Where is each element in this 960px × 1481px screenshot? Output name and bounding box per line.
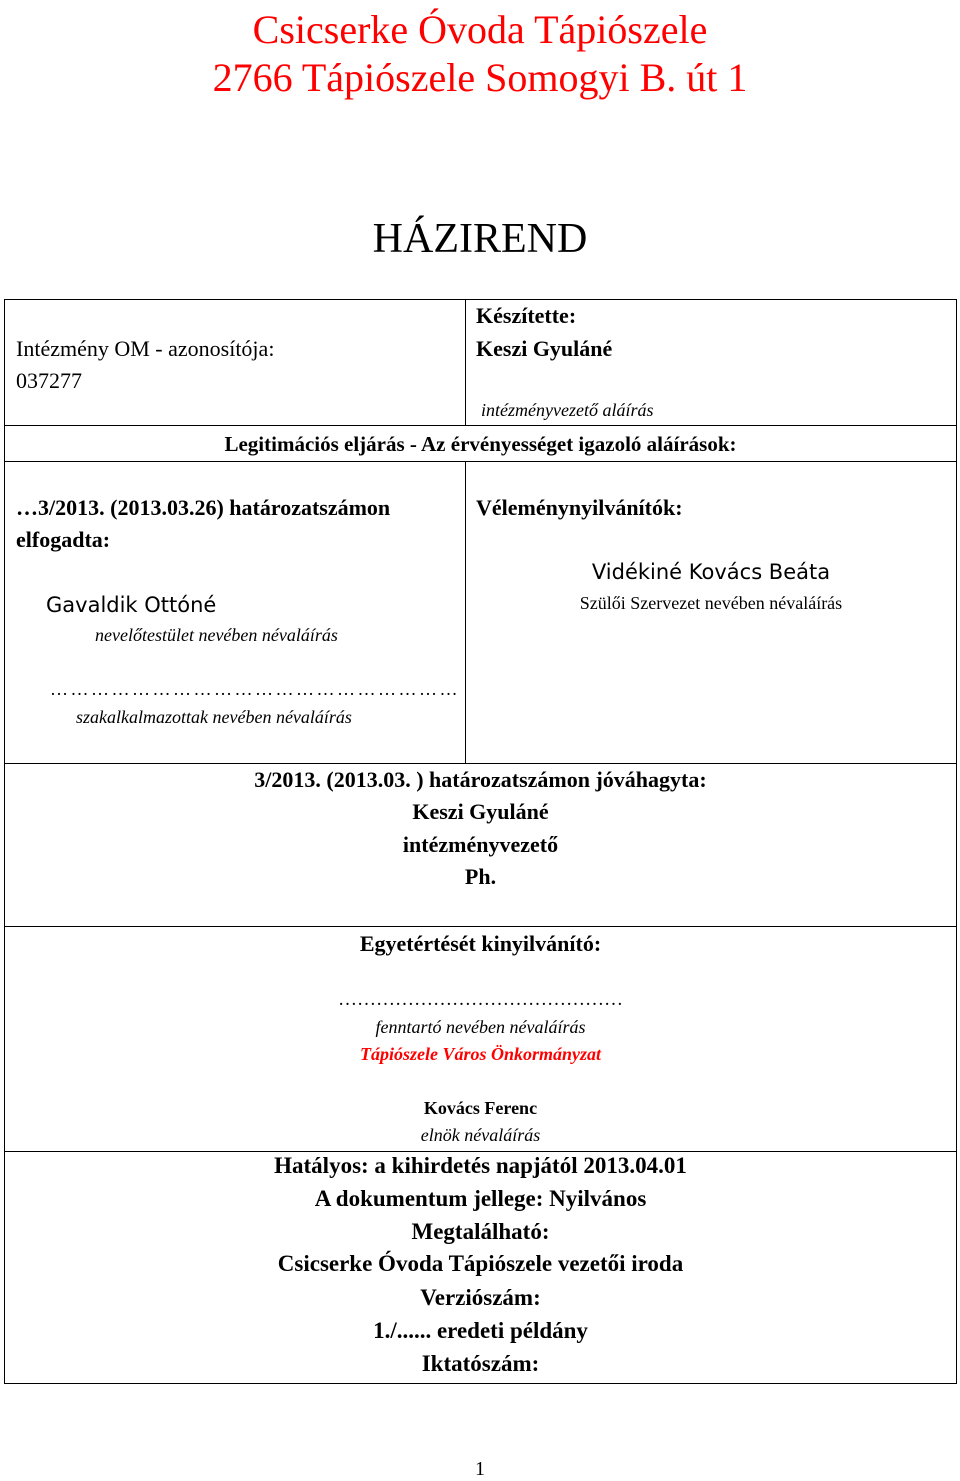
approver-name: Keszi Gyuláné xyxy=(412,799,549,824)
location-label: Megtalálható: xyxy=(411,1219,550,1244)
filing-number-label: Iktatószám: xyxy=(421,1351,540,1376)
document-nature: A dokumentum jellege: Nyilvános xyxy=(314,1186,647,1211)
approver-role: intézményvezető xyxy=(402,832,559,857)
table-border-top xyxy=(4,299,957,300)
consent-label: Egyetértését kinyilvánító: xyxy=(359,931,602,956)
mayor-name: Kovács Ferenc xyxy=(423,1098,538,1118)
legitimation-heading: Legitimációs eljárás - Az érvényességet igazoló aláírások: xyxy=(224,432,737,456)
table-border-bottom xyxy=(4,1383,957,1384)
stamp-label: Ph. xyxy=(464,864,497,889)
column-divider-top xyxy=(465,299,466,426)
specialists-signature-label: szakalkalmazottak nevében névaláírás xyxy=(76,707,352,727)
staff-signer-name: Gavaldik Ottóné xyxy=(46,593,217,617)
staff-signature-label: nevelőtestület nevében névaláírás xyxy=(95,625,338,645)
prepared-by-name: Keszi Gyuláné xyxy=(476,336,613,361)
om-number: 037277 xyxy=(16,368,82,393)
row-divider-3 xyxy=(4,763,957,764)
page-number: 1 xyxy=(475,1458,485,1480)
mayor-signature-label: elnök névaláírás xyxy=(420,1125,541,1145)
maintainer-signature-dots: ……………………………………… xyxy=(338,989,623,1010)
location-value: Csicserke Óvoda Tápiószele vezetői iroda xyxy=(277,1251,684,1276)
specialists-signature-dots: … … … … … … … … … … … … … … … … … … … … xyxy=(50,679,457,699)
school-address: 2766 Tápiószele Somogyi B. út 1 xyxy=(212,55,748,100)
director-signature-label: intézményvezető aláírás xyxy=(481,400,654,420)
staff-resolution-line2: elfogadta: xyxy=(16,527,111,552)
school-name: Csicserke Óvoda Tápiószele xyxy=(252,7,708,52)
row-divider-2 xyxy=(4,461,957,462)
parent-signer-name: Vidékiné Kovács Beáta xyxy=(591,560,831,584)
approval-line: 3/2013. (2013.03. ) határozatszámon jóváhagyta: xyxy=(254,767,707,792)
version-value: 1./...... eredeti példány xyxy=(373,1318,588,1343)
effective-date: Hatályos: a kihirdetés napjától 2013.04.01 xyxy=(274,1153,687,1178)
staff-resolution-line1: …3/2013. (2013.03.26) határozatszámon xyxy=(16,495,391,520)
om-label: Intézmény OM - azonosítója: xyxy=(16,336,275,361)
row-divider-4 xyxy=(4,926,957,927)
opinion-label: Véleménynyilvánítók: xyxy=(476,495,683,520)
version-label: Verziószám: xyxy=(420,1285,541,1310)
row-divider-1 xyxy=(4,425,957,426)
document-title: HÁZIREND xyxy=(372,216,588,262)
parent-signature-label: Szülői Szervezet nevében névaláírás xyxy=(579,593,843,613)
maintainer-signature-label: fenntartó nevében névaláírás xyxy=(375,1017,586,1037)
prepared-by-label: Készítette: xyxy=(476,303,577,328)
maintainer-name: Tápiószele Város Önkormányzat xyxy=(359,1044,602,1064)
